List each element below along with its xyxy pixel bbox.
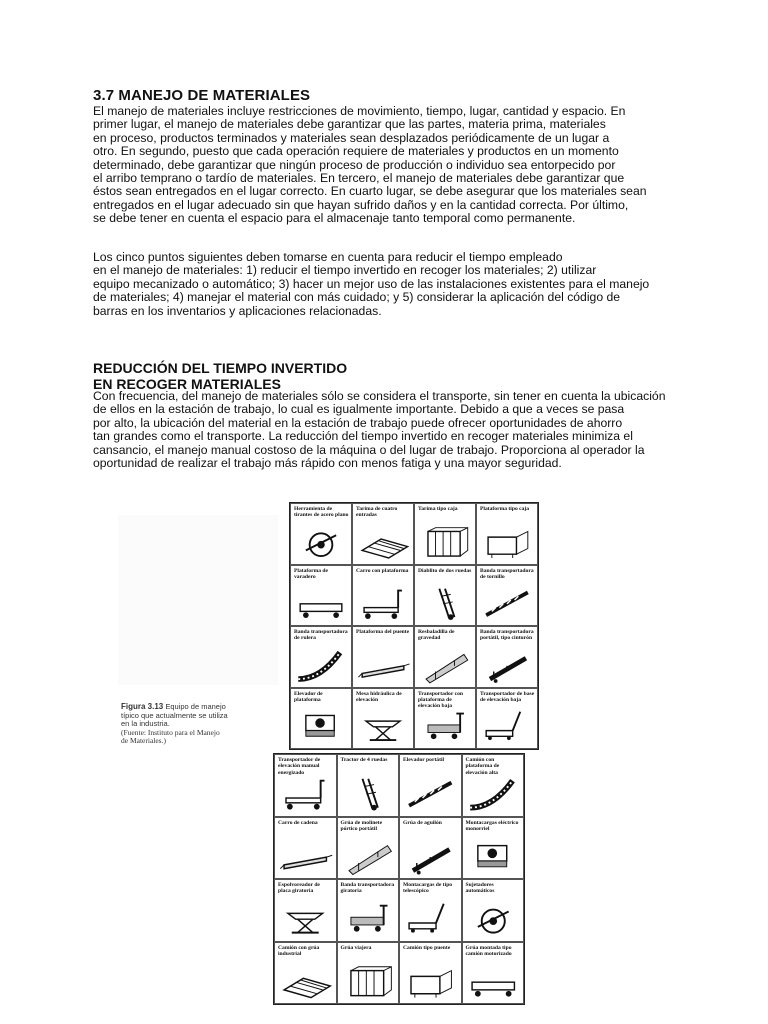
text-line: entregados en el lugar adecuado sin que hayan sufrido daños y en la cantidad correcta. Por último, [93,197,629,212]
chute-icon [415,645,475,687]
equipment-cell [290,688,352,750]
equipment-cell [476,565,538,627]
text-line: barras en los inventarios y aplicaciones relacionadas. [93,303,382,318]
equipment-label: Tarima de cuatro entradas [356,506,398,519]
equipment-cell [290,565,352,627]
text-line: cansancio, el manejo manual costoso de la máquina o del lugar de trabajo. Proporciona al operador la [93,442,645,457]
low-lift-icon [415,706,475,748]
section-title: 3.7 MANEJO DE MATERIALES [93,87,311,104]
equipment-grid-lower [273,753,525,1005]
text-line: otro. En segundo, puesto que cada operación requiere de materiales y productos en un momento [93,144,619,159]
equipment-label: Elevador de plataforma [294,690,323,703]
equipment-label: Carro de cadena [278,819,318,826]
equipment-grid-upper [289,502,539,750]
caption-line: en la industria. [121,719,170,729]
equipment-cell [414,626,476,688]
chain-trolley-icon [275,836,336,878]
crane-truck-icon [275,961,336,1003]
equipment-cell [414,688,476,750]
belt-conveyor-icon [477,645,537,687]
equipment-label: Plataforma del puente [356,629,410,635]
lift-table-icon [353,706,413,748]
text-line: el arribo temprano o tardío de materiales. En tercero, el manejo de materiales debe garantizar que [93,171,625,186]
equipment-label: Grúa de aguilón [403,819,442,826]
text-line: equipo mecanizado o automático; 3) hacer un mejor uso de las instalaciones existentes para el manejo [93,276,650,291]
text-line: determinado, debe garantizar que ningún proceso de producción o individuo sea entorpecido por [93,157,616,172]
equipment-cell [352,688,414,750]
subsection-title-line: EN RECOGER MATERIALES [93,376,281,392]
equipment-cell [414,503,476,565]
dock-plate-icon [353,645,413,687]
subsection-title [93,360,683,392]
equipment-label: Grúa montada tipo camión motorizado [465,944,512,957]
forklift-icon [463,773,524,815]
text-line: en el manejo de materiales: 1) reducir el tiempo invertido en recoger los materiales; 2) utilizar [93,263,597,278]
equipment-label: Camión con grúa industrial [278,944,320,957]
text-line: en proceso, productos terminados y materiales sean desplazados periódicamente de un lugar a [93,130,610,145]
text-line: Con frecuencia, del manejo de materiales sólo se considera el transporte, sin tener en cuenta la ubicación [93,389,666,403]
figure-number: Figura 3.13 [121,702,164,711]
paragraph-pickup-time [93,390,683,470]
equipment-cell [352,565,414,627]
equipment-label: Diablito de dos ruedas [418,567,472,574]
equipment-label: Banda transportadora giratoria [340,882,395,895]
faded-image-area [118,515,278,685]
text-line: oportunidad de realizar el trabajo más rápido con menos fatiga y una mayor seguridad. [93,456,562,471]
equipment-cell [399,817,462,880]
skid-icon [291,583,351,625]
box-platform-icon [477,522,537,564]
caption-line: Equipo de manejo [165,702,226,711]
subsection-title-line: REDUCCIÓN DEL TIEMPO INVERTIDO [93,360,348,376]
equipment-cell [462,879,525,942]
equipment-label: Plataforma de varadero [294,567,329,580]
telescopic-lift-icon [400,898,461,940]
equipment-cell [352,626,414,688]
pallet-jack-icon [477,706,537,748]
gantry-icon [338,961,399,1003]
text-line: primer lugar, el manejo de materiales debe garantizar que las partes, materia prima, materiales [93,117,606,132]
equipment-cell [476,626,538,688]
monorail-hoist-icon [463,836,524,878]
equipment-label: Transportador de elevación manual energizado [278,757,321,776]
paragraph-intro [93,105,683,226]
equipment-cell [274,754,337,817]
text-line: de materiales; 4) manejar el material con más cuidado; y 5) considerar la aplicación del código de [93,290,621,305]
hand-truck-icon [415,583,475,625]
equipment-label: Tractor de 4 ruedas [340,757,388,763]
pallet-icon [353,522,413,564]
text-line: por alto, la ubicación del material en la estación de trabajo puede ofrecer oportunidades de ahorro [93,415,623,430]
equipment-label: Sujetadores automáticos [465,882,495,895]
equipment-cell [399,879,462,942]
equipment-cell [462,817,525,880]
text-line: Los cinco puntos siguientes deben tomarse en cuenta para reducir el tiempo empleado [93,250,563,264]
equipment-cell [337,754,400,817]
equipment-label: Transportador con plataforma de elevación baja [418,690,464,710]
equipment-label: Camión tipo puente [403,944,451,951]
equipment-cell [399,754,462,817]
paragraph-five-points [93,251,683,318]
platform-cart-icon [353,583,413,625]
caption-line: típico que actualmente se utiliza [121,710,228,720]
equipment-cell [462,942,525,1005]
equipment-cell [476,503,538,565]
box-pallet-icon [415,522,475,564]
equipment-label: Camión con plataforma de elevación alta [465,757,500,776]
equipment-cell [414,565,476,627]
portable-lift-icon [400,773,461,815]
equipment-label: Herramienta de tirantes de acero plano [294,506,349,519]
equipment-cell [462,754,525,817]
tool-icon [291,522,351,564]
equipment-label: Espolvoreador de placa giratoria [278,882,320,895]
equipment-cell [274,942,337,1005]
swivel-conveyor-icon [338,898,399,940]
text-line: éstos sean entregados en el lugar correcto. En cuarto lugar, se debe asegurar que los materiales sean [93,184,647,199]
caster-icon [275,898,336,940]
equipment-cell [337,879,400,942]
equipment-label: Carro con plataforma [356,567,409,574]
equipment-label: Tarima tipo caja [418,506,458,512]
equipment-label: Plataforma tipo caja [480,506,530,512]
equipment-label: Banda transportadora portátil, tipo cinturón [480,629,534,642]
equipment-label: Grúa de molinete pórtico portátil [340,819,383,832]
text-line: tan grandes como el transporte. La reducción del tiempo invertido en recoger materiales minimiza el [93,429,633,444]
clamp-icon [463,898,524,940]
equipment-label: Montacargas eléctrico monorriel [465,819,519,832]
caption-source: de Materiales.) [121,736,166,746]
platform-lift-icon [291,706,351,748]
jib-crane-icon [400,836,461,878]
equipment-cell [337,817,400,880]
equipment-label: Grúa viajera [340,944,372,951]
caption-source: (Fuente: Instituto para el Manejo [121,727,220,737]
equipment-cell [352,503,414,565]
roller-conveyor-icon [291,645,351,687]
equipment-cell [399,942,462,1005]
screw-conveyor-icon [477,583,537,625]
equipment-label: Transportador de base de elevación baja [480,690,535,703]
portable-crane-icon [338,836,399,878]
equipment-cell [337,942,400,1005]
equipment-label: Montacargas de tipo telescópico [403,882,453,895]
mobile-crane-icon [463,961,524,1003]
text-line: El manejo de materiales incluye restricciones de movimiento, tiempo, lugar, cantidad y espacio. En [93,104,626,118]
equipment-cell [274,879,337,942]
powered-jack-icon [275,773,336,815]
equipment-cell [290,503,352,565]
equipment-label: Banda transportadora de rulera [294,629,348,642]
equipment-cell [274,817,337,880]
straddle-truck-icon [400,961,461,1003]
equipment-label: Elevador portátil [403,757,445,763]
equipment-cell [290,626,352,688]
figure-caption [121,703,271,746]
text-line: se debe tener en cuenta el espacio para el almacenaje tanto temporal como permanente. [93,211,576,226]
equipment-label: Resbaladilla de gravedad [418,629,455,642]
tractor-icon [338,773,399,815]
equipment-cell [476,688,538,750]
equipment-label: Mesa hidráulica de elevación [356,690,402,703]
equipment-label: Banda transportadora de tornillo [480,567,534,580]
text-line: de ellos en la estación de trabajo, lo cual es igualmente importante. Debido a que a veces se pasa [93,402,625,417]
